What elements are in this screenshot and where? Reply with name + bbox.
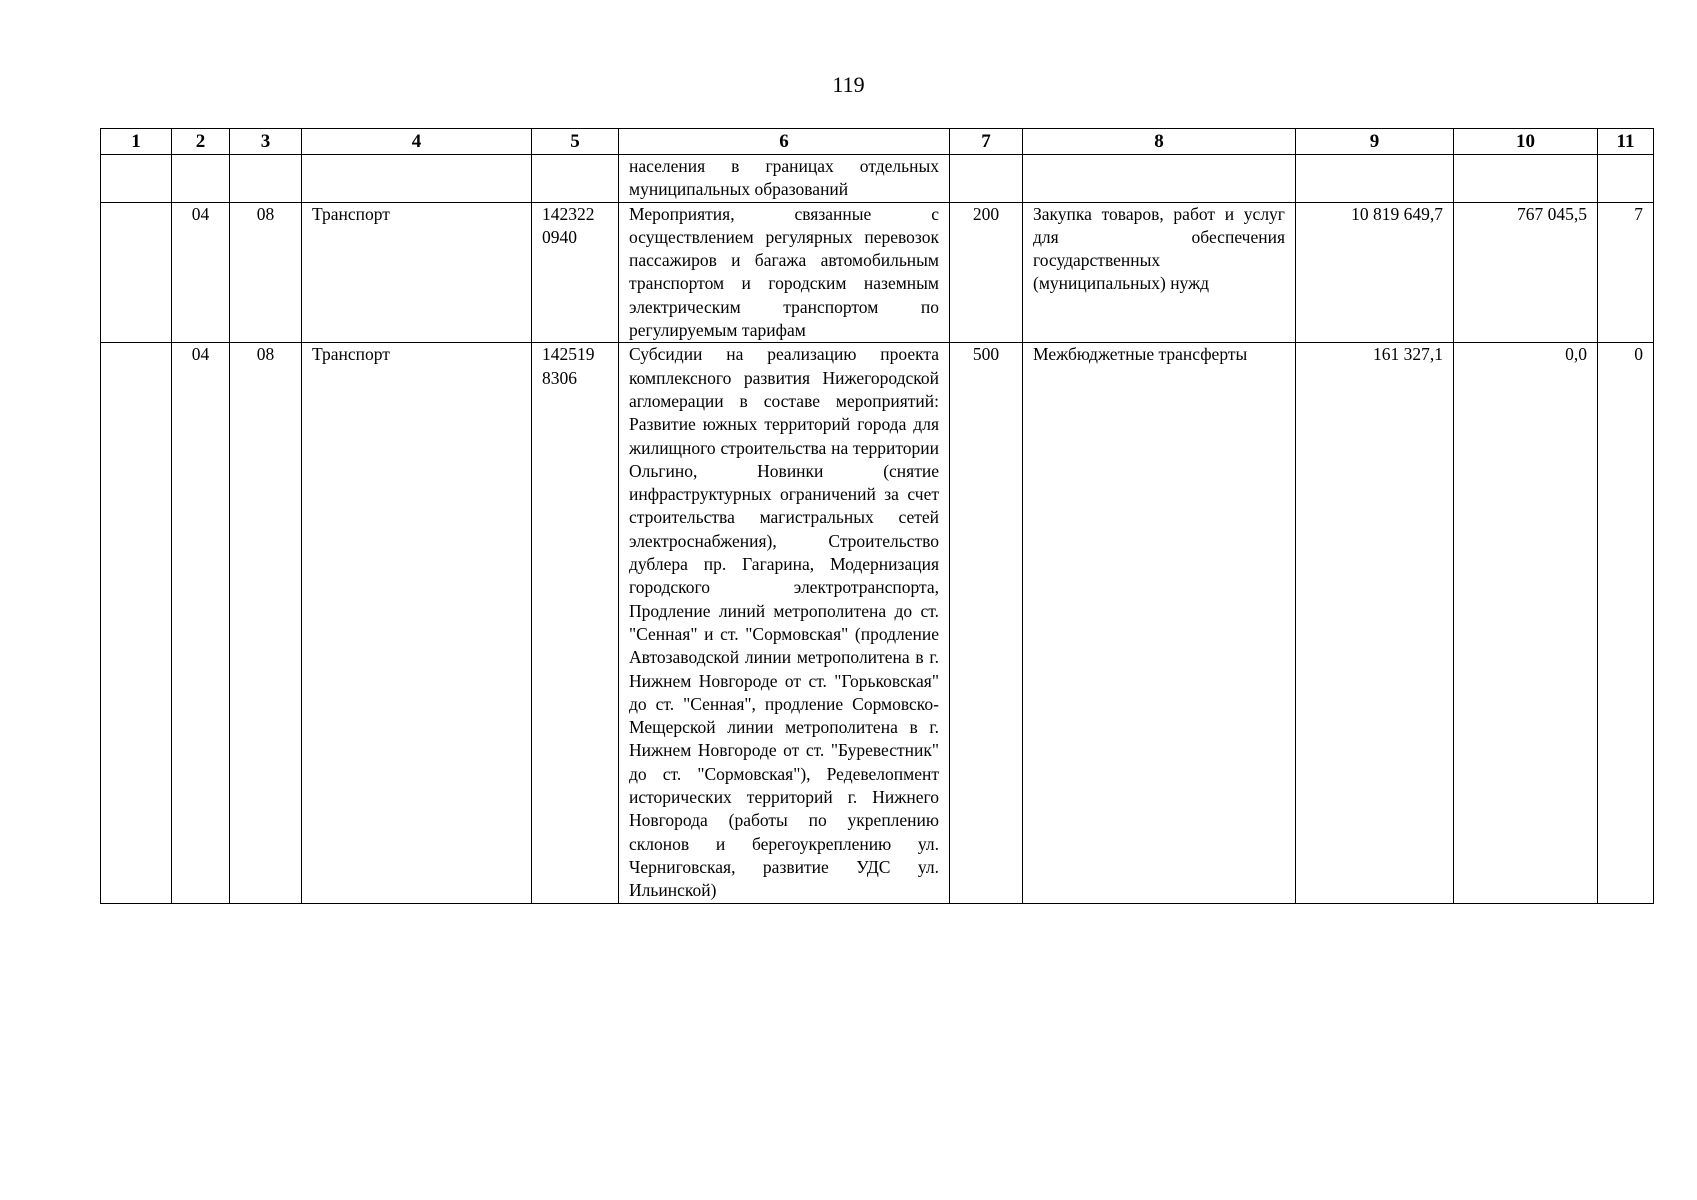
column-header: 2 [172, 129, 230, 155]
cell-subsection: 08 [230, 343, 302, 903]
cell-percent: 7 [1598, 202, 1654, 343]
column-header: 6 [619, 129, 950, 155]
cell-description: Мероприятия, связанные с осуществлением регулярных перевозок пассажиров и багажа автомобильным транспортом и городским наземным электрическим транспортом по регулируемым тарифам [619, 202, 950, 343]
column-header: 7 [950, 129, 1023, 155]
cell-section [101, 202, 172, 343]
cell-subsection: 08 [230, 202, 302, 343]
cell-amount-executed: 767 045,5 [1454, 202, 1598, 343]
cell-expense-type-name [1023, 155, 1296, 203]
cell-subsection-name: Транспорт [302, 343, 532, 903]
cell-chapter: 04 [172, 202, 230, 343]
target-code-line: 142322 [542, 203, 595, 224]
column-header: 11 [1598, 129, 1654, 155]
page-number: 119 [832, 72, 865, 97]
cell-subsection-name [302, 155, 532, 203]
cell-expense-type: 500 [950, 343, 1023, 903]
cell-subsection [230, 155, 302, 203]
cell-subsection-name: Транспорт [302, 202, 532, 343]
cell-expense-type-name: Межбюджетные трансферты [1023, 343, 1296, 903]
cell-percent: 0 [1598, 343, 1654, 903]
cell-description: Субсидии на реализацию проекта комплексного развития Нижегородской агломерации в составе мероприятий: Развитие южных территорий города для жилищного строительства на территории Ольгино, Новинки (снятие инфраструктурных ограничений за счет строительства магистральных сетей электроснабжения), Строительство дублера пр. Гагарина, Модернизация городского электротранспорта, Продление линий метрополитена до ст. "Сенная" и ст. "Сормовская" (продление Автозаводской линии метрополитена в г. Нижнем Новгороде от ст. "Горьковская" до ст. "Сенная", продление Сормовско-Мещерской линии метрополитена в г. Нижнем Новгороде от ст. "Буревестник" до ст. "Сормовская"), Редевелопмент исторических территорий г. Нижнего Новгорода (работы по укреплению склонов и берегоукреплению ул. Черниговская, развитие УДС ул. Ильинской) [619, 343, 950, 903]
target-code-line: 142519 [542, 344, 595, 365]
cell-chapter [172, 155, 230, 203]
column-header: 5 [532, 129, 619, 155]
budget-table [100, 128, 1654, 904]
cell-amount-executed [1454, 155, 1598, 203]
cell-target-code [532, 202, 619, 343]
cell-section [101, 155, 172, 203]
cell-description: населения в границах отдельных муниципальных образований [619, 155, 950, 203]
cell-target-code [532, 155, 619, 203]
target-code-line: 8306 [542, 367, 577, 388]
cell-amount: 161 327,1 [1296, 343, 1454, 903]
cell-section [101, 343, 172, 903]
column-header: 8 [1023, 129, 1296, 155]
cell-amount: 10 819 649,7 [1296, 202, 1454, 343]
table-row [101, 343, 1654, 903]
table-row [101, 202, 1654, 343]
cell-chapter: 04 [172, 343, 230, 903]
cell-expense-type-name: Закупка товаров, работ и услуг для обеспечения государственных (муниципальных) нужд [1023, 202, 1296, 343]
cell-expense-type: 200 [950, 202, 1023, 343]
cell-percent [1598, 155, 1654, 203]
column-header: 1 [101, 129, 172, 155]
table-row [101, 155, 1654, 203]
header-row [101, 129, 1654, 155]
target-code-line: 0940 [542, 226, 577, 247]
column-header: 3 [230, 129, 302, 155]
cell-target-code [532, 343, 619, 903]
column-header: 10 [1454, 129, 1598, 155]
cell-amount-executed: 0,0 [1454, 343, 1598, 903]
cell-expense-type [950, 155, 1023, 203]
column-header: 9 [1296, 129, 1454, 155]
column-header: 4 [302, 129, 532, 155]
cell-amount [1296, 155, 1454, 203]
